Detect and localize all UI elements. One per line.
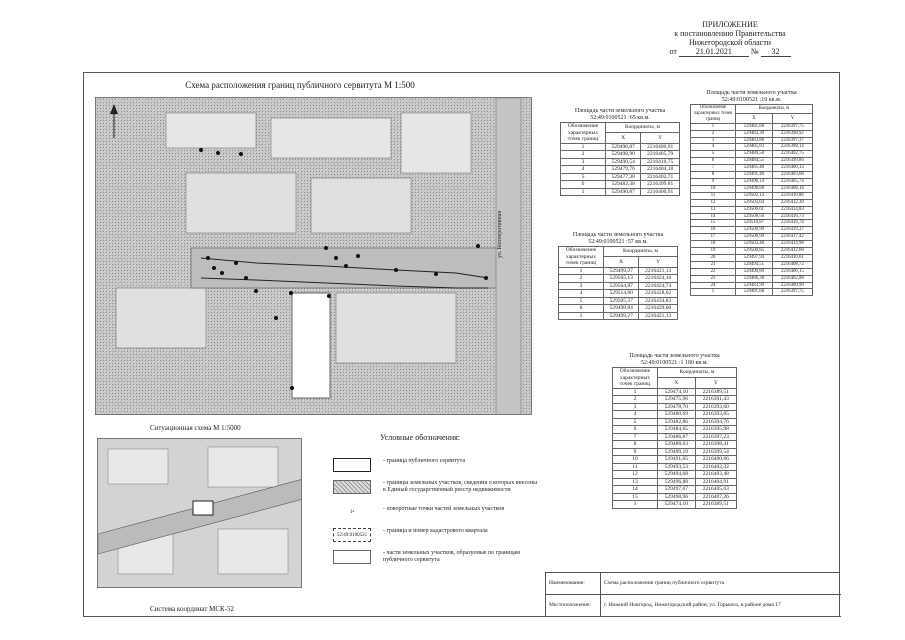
table-row — [691, 261, 813, 268]
table-cell: 529494,68 — [658, 471, 696, 479]
table-cell: 2216434,83 — [639, 297, 678, 305]
table-cell: 2216397,75 — [772, 123, 812, 130]
situation-map — [97, 438, 302, 588]
table-cell: 529494,51 — [736, 261, 773, 268]
table-cell: 2216389,51 — [695, 388, 736, 396]
table-cell: 529498,88 — [736, 185, 773, 192]
table-row — [561, 166, 680, 174]
header-date: 21.01.2021 — [679, 47, 749, 57]
table-row — [691, 123, 813, 130]
table-cell: 2216398,14 — [772, 144, 812, 151]
table-row — [691, 130, 813, 137]
table-row — [691, 268, 813, 275]
table-cell: 13 — [613, 478, 658, 486]
table-cell: 529486,87 — [658, 433, 696, 441]
table-cell: 17 — [691, 234, 736, 241]
table-row — [613, 418, 737, 426]
legend-symbol — [333, 458, 371, 472]
table-cell: 18 — [691, 241, 736, 248]
table-cell: 14 — [691, 213, 736, 220]
header-appendix: ПРИЛОЖЕНИЕ — [702, 20, 758, 29]
table-row — [691, 165, 813, 172]
table-row — [691, 289, 813, 296]
table-row — [559, 312, 678, 320]
table-row — [613, 471, 737, 479]
table-cell: 2216408,72 — [772, 261, 812, 268]
table-cell: 2216400,91 — [641, 143, 680, 151]
table-cell: 2216393,60 — [695, 403, 736, 411]
map-title: Схема расположения границ публичного сервитута М 1:500 — [185, 80, 415, 90]
table-row — [691, 192, 813, 199]
table-cell: 2216406,15 — [772, 268, 812, 275]
table-cell: 529502,14 — [736, 192, 773, 199]
table-cell: 2216399,54 — [695, 448, 736, 456]
table-cell: 2216405,79 — [641, 151, 680, 159]
table-cell: 7 — [613, 433, 658, 441]
table-cell: 529510,87 — [736, 220, 773, 227]
table-cell: 4 — [561, 166, 606, 174]
table-cell: 529506,99 — [736, 234, 773, 241]
table-row — [613, 448, 737, 456]
table-cell: 2216412,39 — [772, 199, 812, 206]
table-row — [691, 227, 813, 234]
table-cell: 529482,38 — [606, 181, 641, 189]
table-cell: 2216398,41 — [695, 441, 736, 449]
legend-symbol — [333, 550, 371, 564]
table-row — [561, 173, 680, 181]
table-cell: 5 — [561, 173, 606, 181]
table-cell: 24 — [691, 282, 736, 289]
table-row — [613, 396, 737, 404]
table-cell: 2216407,26 — [695, 493, 736, 501]
table-cell: 3 — [691, 137, 736, 144]
table-cell: 4 — [691, 144, 736, 151]
table-cell: 529481,68 — [736, 289, 773, 296]
table-row — [691, 144, 813, 151]
table-cell: 529483,86 — [736, 137, 773, 144]
table-caption: Площадь части земельного участка 52:49:0100521 :57 кв.м. — [572, 232, 664, 245]
table-cell: 23 — [691, 275, 736, 282]
header-region: Нижегородской области — [688, 38, 771, 47]
table-cell: 2 — [613, 396, 658, 404]
table-cell: 529499,27 — [604, 267, 639, 275]
table-cell: 529484,65 — [658, 426, 696, 434]
table-cell: 529498,96 — [658, 493, 696, 501]
main-map — [95, 97, 532, 415]
table-cell: 2 — [561, 151, 606, 159]
table-cell: 2216400,99 — [772, 282, 812, 289]
table-cell: 3 — [613, 403, 658, 411]
table-cell: 2216424,74 — [639, 282, 678, 290]
table-row — [613, 411, 737, 419]
coords-table: Обозначение характерных точек границ Координаты, м X Y 1 529499,27 2216421,13 2 529505,13 2216424,10 3 529504,87 2216424,74 4 529514,60 2216428,62 5 529505,37 2216434,83 6 529498,84 2216429,60 1 529499,27 2216421,13 — [558, 246, 678, 320]
table-row — [559, 305, 678, 313]
table-cell: 2216421,13 — [639, 267, 678, 275]
table-cell: 5 — [613, 418, 658, 426]
table-cell: 2216410,61 — [772, 254, 812, 261]
table-cell: 6 — [613, 426, 658, 434]
table-cell: 1 — [559, 312, 604, 320]
table-cell: 529474,10 — [658, 501, 696, 509]
table-row — [561, 181, 680, 189]
table-row — [559, 297, 678, 305]
table-cell: 6 — [561, 181, 606, 189]
table-cell: 2216405,74 — [772, 178, 812, 185]
table-cell: 529490,54 — [606, 158, 641, 166]
document-header — [640, 20, 820, 57]
table-cell: 1 — [613, 388, 658, 396]
table-cell: 1 — [691, 289, 736, 296]
table-cell: 1 — [613, 501, 658, 509]
table-cell: 2216405,63 — [695, 486, 736, 494]
table-cell: 2216402,32 — [695, 463, 736, 471]
table-caption: Площадь части земельного участка 52:49:0100521 :1 180 кв.м. — [629, 353, 720, 366]
table-cell: 10 — [691, 185, 736, 192]
header-resolution: к постановлению Правительства — [674, 29, 786, 38]
table-cell: 2216418,74 — [772, 220, 812, 227]
table-cell: 19 — [691, 248, 736, 255]
table-cell: 529498,90 — [606, 151, 641, 159]
table-row — [691, 172, 813, 179]
table-row — [691, 254, 813, 261]
table-cell: 529478,70 — [658, 403, 696, 411]
table-cell: 2216399,86 — [772, 158, 812, 165]
table-cell: 15 — [691, 220, 736, 227]
table-body — [613, 388, 737, 508]
table-cell: 529503,48 — [736, 241, 773, 248]
table-cell: 2216428,62 — [639, 290, 678, 298]
table-cell: 13 — [691, 206, 736, 213]
table-cell: 2216419,37 — [772, 227, 812, 234]
table-cell: 22 — [691, 268, 736, 275]
table-cell: 529484,55 — [736, 158, 773, 165]
table-row — [613, 493, 737, 501]
table-cell: 529496,88 — [658, 478, 696, 486]
table-cell: 2216400,86 — [695, 456, 736, 464]
table-cell: 2216397,23 — [695, 433, 736, 441]
table-cell: 529490,89 — [736, 268, 773, 275]
table-cell: 9 — [613, 448, 658, 456]
legend-item: - части земельных участков, образуемые по границам публичного сервитута — [333, 550, 533, 572]
table-cell: 529503,64 — [736, 199, 773, 206]
table-cell: 6 — [559, 305, 604, 313]
coords-table: Обозначение характерных точек границ Координаты, м X Y 1 529490,87 2216400,91 2 529498,90 2216405,79 3 529490,54 2216410,75 4 529479,76 2216404,18 5 529477,38 2216402,71 6 529482,38 2216399,81 1 529490,87 2216400,91 — [560, 122, 680, 196]
table-cell: 4 — [613, 411, 658, 419]
table-cell: 2216404,91 — [695, 478, 736, 486]
table-cell: 529474,10 — [658, 388, 696, 396]
table-cell: 529475,96 — [658, 396, 696, 404]
table-row — [561, 158, 680, 166]
table-cell: 529499,27 — [604, 312, 639, 320]
table-cell: 2 — [559, 275, 604, 283]
table-cell: 4 — [559, 290, 604, 298]
table-cell: 529480,69 — [658, 411, 696, 419]
table-caption: Площадь части земельного участка 52:49:0100521 :19 кв.м. — [706, 90, 797, 103]
table-row — [613, 403, 737, 411]
table-cell: 2216403,68 — [772, 172, 812, 179]
legend-symbol: 52:49:0100521 — [333, 528, 371, 542]
table-cell: 529489,58 — [736, 151, 773, 158]
legend-item: - границы земельных участков, сведения о которых внесены в Единый государственный реестр недвижимости — [333, 480, 533, 502]
header-date-line: от 21.01.2021 № 32 — [640, 47, 820, 57]
coord-table-2 — [558, 232, 678, 320]
table-cell: 529497,67 — [658, 486, 696, 494]
table-row — [613, 463, 737, 471]
table-cell: 2216404,18 — [641, 166, 680, 174]
table-cell: 529498,84 — [604, 305, 639, 313]
legend-item: - граница публичного сервитута — [333, 458, 533, 480]
table-cell: 8 — [613, 441, 658, 449]
coord-table-3 — [690, 90, 813, 296]
stamp-row: Местоположение: г. Нижний Новгород, Нижегородский район, ул. Горького, в районе дома 17 — [546, 595, 841, 617]
table-row — [559, 290, 678, 298]
table-cell: 529479,76 — [606, 166, 641, 174]
table-cell: 529490,87 — [606, 143, 641, 151]
table-cell: 1 — [561, 143, 606, 151]
table-row — [691, 206, 813, 213]
table-row — [613, 426, 737, 434]
table-cell: 2216395,98 — [695, 426, 736, 434]
table-cell: 15 — [613, 493, 658, 501]
table-cell: 5 — [691, 151, 736, 158]
table-cell: 529514,60 — [604, 290, 639, 298]
table-cell: 2216424,10 — [639, 275, 678, 283]
table-row — [691, 185, 813, 192]
table-cell: 529485,40 — [736, 165, 773, 172]
legend-symbol — [333, 480, 371, 494]
table-cell: 2216394,76 — [695, 418, 736, 426]
table-row — [691, 220, 813, 227]
table-cell: 529483,39 — [736, 130, 773, 137]
table-cell: 529485,83 — [736, 144, 773, 151]
table-cell: 2216429,60 — [639, 305, 678, 313]
table-cell: 2216402,71 — [641, 173, 680, 181]
table-cell: 9 — [691, 178, 736, 185]
table-row — [561, 151, 680, 159]
table-cell: 2216400,13 — [772, 165, 812, 172]
table-cell: 2216393,85 — [695, 411, 736, 419]
legend-item: 1• - поворотные точки частей земельных участков — [333, 506, 533, 528]
table-cell: 2216391,43 — [695, 396, 736, 404]
table-cell: 10 — [613, 456, 658, 464]
table-row — [613, 486, 737, 494]
table-cell: 529483,99 — [736, 282, 773, 289]
minimap-drawing — [98, 439, 302, 588]
table-row — [613, 388, 737, 396]
minimap-title: Ситуационная схема М 1:5000 — [150, 424, 241, 432]
table-cell: 11 — [613, 463, 658, 471]
table-cell: 1 — [561, 188, 606, 196]
table-cell: 2216408,14 — [772, 185, 812, 192]
table-cell: 529491,49 — [736, 172, 773, 179]
table-cell: 529481,68 — [736, 123, 773, 130]
table-cell: 14 — [613, 486, 658, 494]
table-cell: 2216398,92 — [772, 130, 812, 137]
table-body — [691, 123, 813, 296]
legend-title: Условные обозначения: — [380, 433, 461, 442]
table-cell: 2216402,75 — [772, 151, 812, 158]
table-cell: 2216410,86 — [772, 192, 812, 199]
table-cell: 529506,61 — [736, 206, 773, 213]
table-row — [691, 241, 813, 248]
table-row — [691, 199, 813, 206]
stamp-row: Наименование: Схема расположения границ публичного сервитута — [546, 573, 841, 595]
title-block — [545, 572, 840, 617]
legend-item: 52:49:0100521 - граница и номер кадастрового квартала — [333, 528, 533, 550]
table-cell: 529505,37 — [604, 297, 639, 305]
table-row — [691, 234, 813, 241]
table-row — [613, 478, 737, 486]
table-cell: 2216397,37 — [772, 137, 812, 144]
table-row — [559, 275, 678, 283]
table-cell: 5 — [559, 297, 604, 305]
street-label: ул. Кооперативная — [497, 210, 503, 258]
table-cell: 2216412,68 — [772, 248, 812, 255]
table-cell: 529509,99 — [736, 227, 773, 234]
table-cell: 2216402,88 — [772, 275, 812, 282]
table-cell: 2216400,91 — [641, 188, 680, 196]
table-cell: 529504,87 — [604, 282, 639, 290]
table-cell: 2216417,42 — [772, 234, 812, 241]
table-cell: 12 — [691, 199, 736, 206]
table-cell: 2216421,13 — [639, 312, 678, 320]
table-cell: 2216403,48 — [695, 471, 736, 479]
table-cell: 1 — [691, 123, 736, 130]
table-row — [559, 282, 678, 290]
table-row — [691, 178, 813, 185]
table-cell: 529486,38 — [736, 275, 773, 282]
table-cell: 1 — [559, 267, 604, 275]
table-cell: 2216414,98 — [772, 241, 812, 248]
table-body — [559, 267, 678, 320]
table-cell: 529490,87 — [606, 188, 641, 196]
table-cell: 529482,86 — [658, 418, 696, 426]
table-cell: 529488,63 — [658, 441, 696, 449]
header-number: 32 — [761, 47, 791, 57]
table-cell: 3 — [561, 158, 606, 166]
table-row — [613, 433, 737, 441]
map-drawing — [96, 98, 532, 415]
table-cell: 8 — [691, 172, 736, 179]
table-cell: 2216397,75 — [772, 289, 812, 296]
table-caption: Площадь части земельного участка 52:49:0100521 :65 кв.м. — [574, 108, 666, 121]
coordinate-system: Система координат МСК-52 — [150, 605, 235, 613]
table-cell: 6 — [691, 158, 736, 165]
table-cell: 529505,13 — [604, 275, 639, 283]
coord-table-1 — [560, 108, 680, 196]
table-cell: 2216410,75 — [641, 158, 680, 166]
table-row — [691, 275, 813, 282]
legend-symbol: 1• — [333, 506, 371, 520]
coords-table: Обозначение характерных точек границ Координаты, м X Y 1 529481,68 2216397,75 2 529483,39 2216398,92 3 529483,86 2216397,37 4 529485,83 2216398,14 5 529489,58 2216402,75 6 529484,55 2216399,86 7 529485,40 2216400,13 8 529491,49 2216403,68 9 529496,14 2216405,74 10 529498,88 2216408,14 11 529502,14 2216410,86 12 529503,64 2216412,39 13 529506,61 2216414,83 14 529508,50 2216416,73 15 529510,87 2216418,74 16 529509,99 2216419,37 17 529506,99 2216417,42 18 529503,48 2216414,98 19 529500,85 2216412,68 20 529497,94 2216410,61 21 529494,51 2216408,72 22 529490,89 2216406,15 23 529486,38 2216402,88 24 529483,99 2216400,99 1 529481,68 2216397,75 — [690, 104, 813, 296]
table-body — [561, 143, 680, 196]
coord-table-4 — [612, 353, 737, 509]
table-cell: 16 — [691, 227, 736, 234]
table-cell: 12 — [613, 471, 658, 479]
table-cell: 2216399,81 — [641, 181, 680, 189]
table-cell: 529497,94 — [736, 254, 773, 261]
table-cell: 2 — [691, 130, 736, 137]
table-row — [559, 267, 678, 275]
table-cell: 529500,85 — [736, 248, 773, 255]
table-cell: 529493,53 — [658, 463, 696, 471]
table-cell: 529477,38 — [606, 173, 641, 181]
table-cell: 11 — [691, 192, 736, 199]
table-cell: 21 — [691, 261, 736, 268]
table-row — [613, 441, 737, 449]
table-cell: 3 — [559, 282, 604, 290]
table-row — [613, 456, 737, 464]
coords-table: Обозначение характерных точек границ Координаты, м X Y 1 529474,10 2216389,51 2 529475,96 2216391,43 3 529478,70 2216393,60 4 529480,69 2216393,85 5 529482,86 2216394,76 6 529484,65 2216395,98 7 529486,87 2216397,23 8 529488,63 2216398,41 9 529490,19 2216399,54 10 529491,65 2216400,86 11 529493,53 2216402,32 12 529494,68 2216403,48 13 529496,88 2216404,91 14 529497,67 2216405,63 15 529498,96 2216407,26 1 529474,10 2216389,51 — [612, 367, 737, 509]
table-row — [691, 248, 813, 255]
table-cell: 529508,50 — [736, 213, 773, 220]
table-row — [561, 188, 680, 196]
table-cell: 7 — [691, 165, 736, 172]
table-cell: 20 — [691, 254, 736, 261]
table-row — [691, 158, 813, 165]
table-cell: 2216416,73 — [772, 213, 812, 220]
table-row — [691, 282, 813, 289]
table-row — [691, 213, 813, 220]
table-row — [613, 501, 737, 509]
table-cell: 529496,14 — [736, 178, 773, 185]
table-cell: 2216389,51 — [695, 501, 736, 509]
table-cell: 529491,65 — [658, 456, 696, 464]
table-cell: 529490,19 — [658, 448, 696, 456]
table-row — [691, 151, 813, 158]
table-row — [561, 143, 680, 151]
table-cell: 2216414,83 — [772, 206, 812, 213]
table-row — [691, 137, 813, 144]
